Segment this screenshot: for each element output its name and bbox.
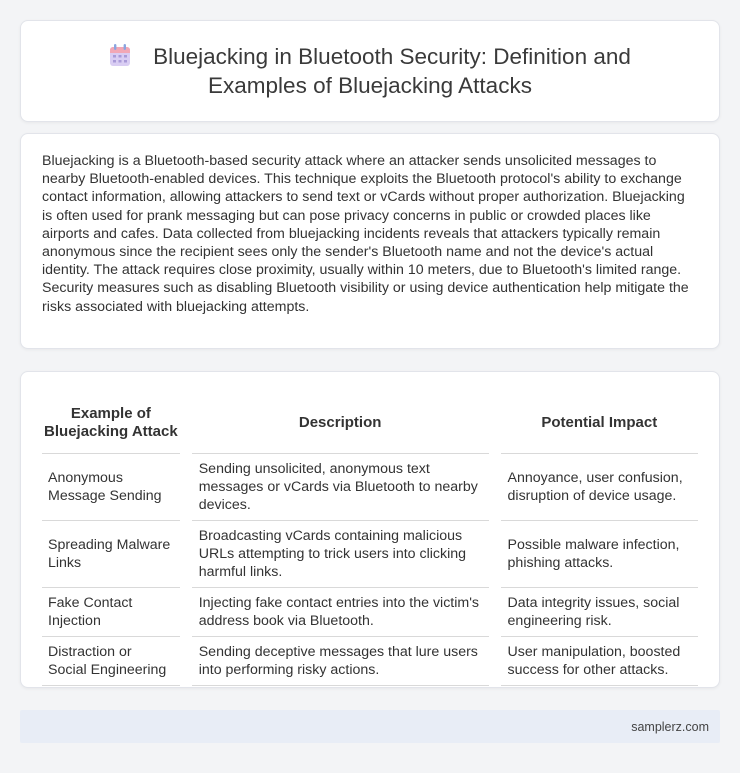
column-header-impact: Potential Impact (501, 392, 698, 454)
examples-table (42, 392, 698, 686)
table-cell-description: Injecting fake contact entries into the victim's address book via Bluetooth. (192, 588, 489, 637)
table-cell-example: Distraction or Social Engineering (42, 637, 180, 686)
table-row (42, 588, 698, 637)
table-cell-example: Spreading Malware Links (42, 521, 180, 588)
table-row (42, 454, 698, 521)
table-cell-description: Broadcasting vCards containing malicious URLs attempting to trick users into clicking harmful links. (192, 521, 489, 588)
column-header-description: Description (192, 392, 489, 454)
table-row (42, 637, 698, 686)
table-cell-example: Anonymous Message Sending (42, 454, 180, 521)
table-cell-description: Sending unsolicited, anonymous text messages or vCards via Bluetooth to nearby devices. (192, 454, 489, 521)
summary-text: Bluejacking is a Bluetooth-based security attack where an attacker sends unsolicited messages to nearby Bluetooth-enabled devices. This technique exploits the Bluetooth protocol's ability to exchange contact information, allowing attackers to send text or vCards without proper authorization. Bluejacking is often used for prank messaging but can pose privacy concerns in public or crowded places like airports and cafes. Data collected from bluejacking incidents reveals that attackers typically remain anonymous since the recipient sees only the sender's Bluetooth name and not the device's actual identity. The attack requires close proximity, usually within 10 meters, due to Bluetooth's limited range. Security measures such as disabling Bluetooth visibility or using device authentication help mitigate the risks associated with bluejacking attempts. (42, 153, 689, 315)
table-cell-impact: User manipulation, boosted success for other attacks. (501, 637, 698, 686)
table-cell-example: Fake Contact Injection (42, 588, 180, 637)
title-line-2: Examples of Bluejacking Attacks (208, 73, 532, 98)
table-cell-impact: Annoyance, user confusion, disruption of device usage. (501, 454, 698, 521)
table-cell-impact: Possible malware infection, phishing attacks. (501, 521, 698, 588)
page-title (109, 42, 631, 100)
title-card (20, 20, 720, 122)
table-card (20, 371, 720, 688)
footer-bar (20, 710, 720, 743)
footer-site-link[interactable]: samplerz.com (631, 719, 709, 734)
calendar-icon (109, 43, 131, 67)
table-cell-impact: Data integrity issues, social engineering risk. (501, 588, 698, 637)
table-row (42, 521, 698, 588)
table-header-row (42, 392, 698, 454)
column-header-example: Example of Bluejacking Attack (42, 392, 180, 454)
summary-card (20, 133, 720, 349)
title-line-1: Bluejacking in Bluetooth Security: Definition and (153, 44, 631, 69)
table-cell-description: Sending deceptive messages that lure users into performing risky actions. (192, 637, 489, 686)
